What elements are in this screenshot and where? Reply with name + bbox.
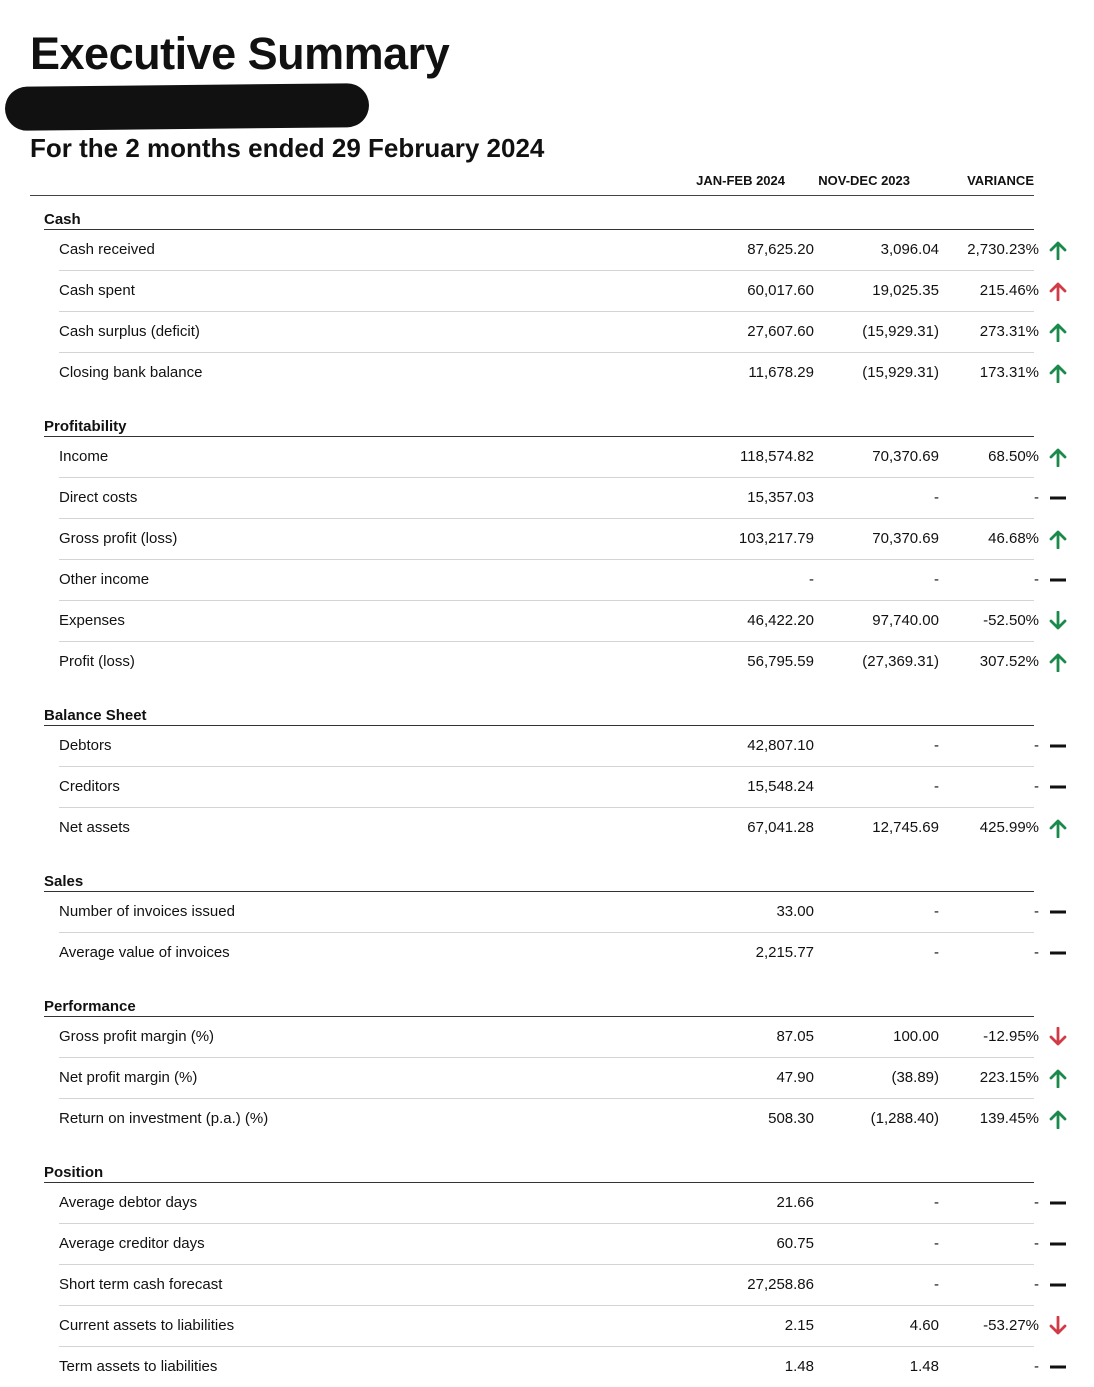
value-current: 60.75 [776,1235,814,1252]
report-period: For the 2 months ended 29 February 2024 [30,133,545,163]
row-label: Debtors [59,737,112,754]
value-variance: - [1034,778,1039,795]
value-variance: - [1034,1235,1039,1252]
value-previous: (27,369.31) [862,653,939,670]
value-current: 11,678.29 [748,364,814,381]
table-row [59,1306,1039,1347]
value-previous: - [934,489,939,506]
table-row [59,892,1039,933]
value-current: 21.66 [776,1194,814,1211]
table-row [59,312,1039,353]
table-row [59,271,1039,312]
value-variance: 2,730.23% [967,241,1039,258]
arrow-up-icon [1048,322,1068,342]
table-row [59,560,1039,601]
row-label: Expenses [59,612,125,629]
dash-icon [1048,1234,1068,1254]
dash-icon [1048,1357,1068,1377]
section-title: Cash [44,211,81,228]
row-label: Number of invoices issued [59,903,235,920]
section-header [44,858,1034,892]
dash-icon [1048,1193,1068,1213]
value-variance: 273.31% [979,323,1039,340]
section-header [44,196,1034,230]
value-current: 60,017.60 [747,282,814,299]
value-previous: - [934,778,939,795]
value-previous: - [934,571,939,588]
row-label: Income [59,448,109,465]
value-current: 508.30 [768,1110,814,1127]
value-variance: - [1034,1276,1039,1293]
dash-icon [1048,570,1068,590]
arrow-up-icon [1048,363,1068,383]
row-label: Average creditor days [59,1235,205,1252]
value-variance: - [1034,944,1039,961]
value-current: 27,607.60 [747,323,814,340]
value-previous: - [934,903,939,920]
arrow-up-icon [1048,281,1068,301]
value-previous: 70,370.69 [872,530,939,547]
value-variance: 307.52% [979,653,1039,670]
table-row [59,437,1039,478]
section-header [44,692,1034,726]
arrow-down-icon [1048,1316,1068,1336]
row-label: Gross profit (loss) [59,530,178,547]
column-header-row [30,164,1034,196]
arrow-up-icon [1048,652,1068,672]
table-row [59,519,1039,560]
dash-icon [1048,736,1068,756]
row-label: Average value of invoices [59,944,230,961]
table-row [59,642,1039,682]
row-label: Direct costs [59,489,138,506]
row-label: Term assets to liabilities [59,1358,218,1375]
value-current: 42,807.10 [747,737,814,754]
row-label: Net assets [59,819,130,836]
summary-table [30,164,1039,1387]
value-variance: -12.95% [983,1028,1039,1045]
value-current: 118,574.82 [740,448,814,465]
row-label: Cash received [59,241,155,258]
dash-icon [1048,777,1068,797]
value-variance: 173.31% [979,364,1039,381]
value-previous: (15,929.31) [862,323,939,340]
row-label: Closing bank balance [59,364,203,381]
value-current: 56,795.59 [747,653,814,670]
dash-icon [1048,943,1068,963]
section-header [44,983,1034,1017]
table-row [59,1058,1039,1099]
value-previous: 19,025.35 [872,282,939,299]
arrow-up-icon [1048,818,1068,838]
value-variance: - [1034,571,1039,588]
value-variance: 139.45% [979,1110,1039,1127]
table-row [59,230,1039,271]
value-previous: 4.60 [909,1317,939,1334]
table-row [59,478,1039,519]
value-previous: - [934,1235,939,1252]
arrow-down-icon [1048,611,1068,631]
value-current: 103,217.79 [738,530,814,547]
section-spacer [30,393,1034,403]
value-variance: 425.99% [979,819,1039,836]
section-spacer [30,973,1034,983]
row-label: Gross profit margin (%) [59,1028,215,1045]
table-row [59,1099,1039,1139]
sections-container [30,196,1039,1387]
row-label: Net profit margin (%) [59,1069,198,1086]
value-current: 47.90 [776,1069,814,1086]
column-header-variance: VARIANCE [967,173,1034,188]
arrow-up-icon [1048,1109,1068,1129]
table-row [59,353,1039,393]
value-current: 2.15 [784,1317,814,1334]
table-row [59,767,1039,808]
arrow-up-icon [1048,529,1068,549]
row-label: Profit (loss) [59,653,135,670]
value-current: 1.48 [784,1358,814,1375]
value-variance: - [1034,1358,1039,1375]
row-label: Cash surplus (deficit) [59,323,200,340]
table-row [59,1017,1039,1058]
dash-icon [1048,902,1068,922]
dash-icon [1048,488,1068,508]
value-current: - [809,571,814,588]
row-label: Return on investment (p.a.) (%) [59,1110,269,1127]
value-previous: (15,929.31) [862,364,939,381]
table-row [59,726,1039,767]
section-title: Profitability [44,418,127,435]
row-label: Cash spent [59,282,135,299]
table-row [59,1347,1039,1387]
value-variance: -53.27% [983,1317,1039,1334]
arrow-up-icon [1048,240,1068,260]
section-title: Sales [44,873,84,890]
value-previous: - [934,737,939,754]
value-current: 15,357.03 [747,489,814,506]
section-title: Balance Sheet [44,707,147,724]
value-current: 33.00 [776,903,814,920]
value-variance: 223.15% [979,1069,1039,1086]
value-previous: 3,096.04 [880,241,939,258]
table-row [59,1224,1039,1265]
value-previous: 97,740.00 [872,612,939,629]
value-previous: 100.00 [893,1028,939,1045]
section-title: Performance [44,998,136,1015]
section-header [44,403,1034,437]
row-label: Average debtor days [59,1194,198,1211]
value-current: 2,215.77 [755,944,814,961]
arrow-up-icon [1048,1068,1068,1088]
value-previous: (38.89) [891,1069,939,1086]
redaction-mark [5,83,369,131]
value-variance: - [1034,903,1039,920]
value-current: 87.05 [776,1028,814,1045]
value-variance: - [1034,489,1039,506]
value-current: 67,041.28 [747,819,814,836]
value-previous: (1,288.40) [870,1110,939,1127]
section-spacer [30,1139,1034,1149]
section-title: Position [44,1164,104,1181]
arrow-down-icon [1048,1027,1068,1047]
value-previous: 1.48 [909,1358,939,1375]
table-row [59,933,1039,973]
page-title: Executive Summary [30,28,450,79]
value-variance: 46.68% [988,530,1039,547]
value-current: 15,548.24 [747,778,814,795]
value-variance: 68.50% [988,448,1039,465]
table-row [59,1265,1039,1306]
value-previous: - [934,1276,939,1293]
column-header-current: JAN-FEB 2024 [696,173,785,188]
table-row [59,808,1039,848]
row-label: Short term cash forecast [59,1276,223,1293]
value-variance: -52.50% [983,612,1039,629]
table-row [59,1183,1039,1224]
value-previous: 12,745.69 [872,819,939,836]
row-label: Creditors [59,778,120,795]
value-previous: - [934,944,939,961]
value-variance: - [1034,737,1039,754]
row-label: Other income [59,571,150,588]
table-row [59,601,1039,642]
section-spacer [30,848,1034,858]
section-spacer [30,682,1034,692]
value-current: 46,422.20 [747,612,814,629]
value-current: 27,258.86 [747,1276,814,1293]
column-header-previous: NOV-DEC 2023 [818,173,910,188]
section-header [44,1149,1034,1183]
value-variance: - [1034,1194,1039,1211]
value-previous: 70,370.69 [872,448,939,465]
dash-icon [1048,1275,1068,1295]
value-previous: - [934,1194,939,1211]
value-variance: 215.46% [979,282,1039,299]
value-current: 87,625.20 [747,241,814,258]
arrow-up-icon [1048,447,1068,467]
row-label: Current assets to liabilities [59,1317,235,1334]
